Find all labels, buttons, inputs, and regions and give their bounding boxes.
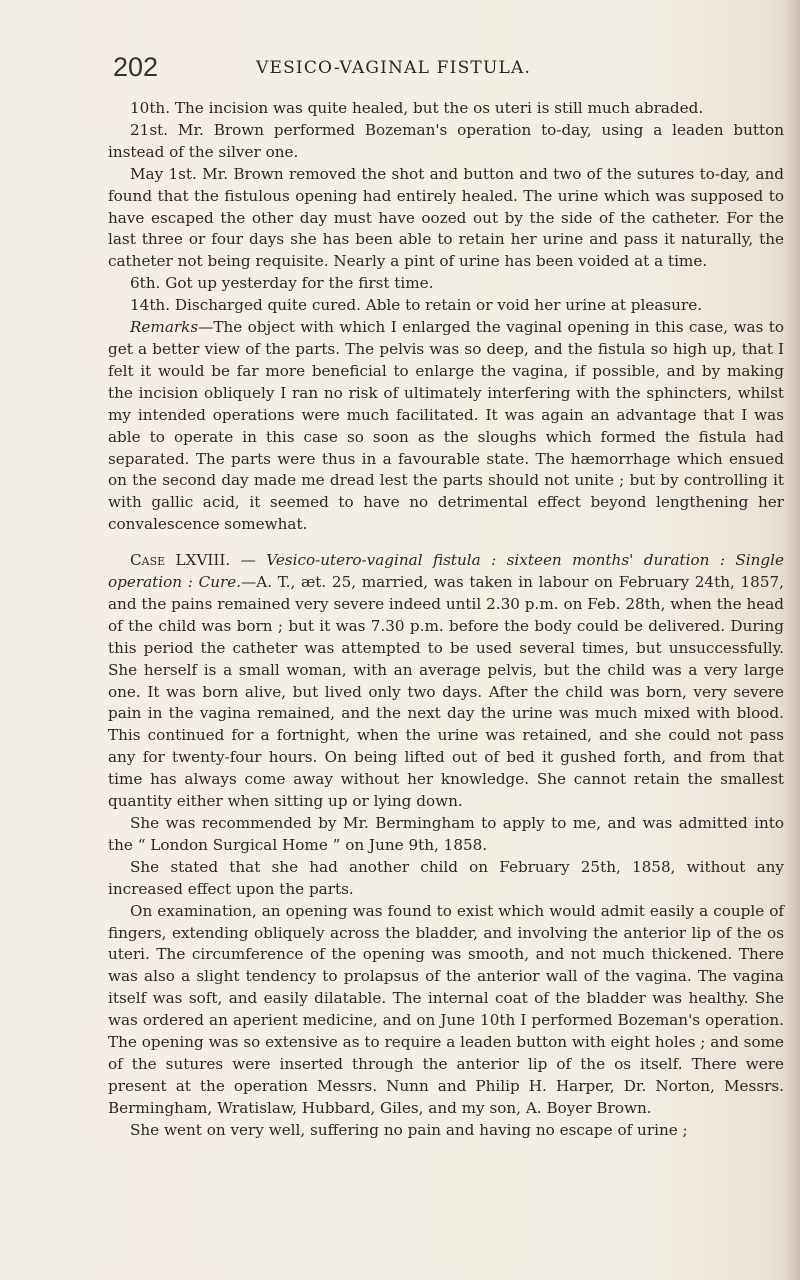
paragraph-text: 10th. The incision was quite healed, but the os uteri is still much abraded. <box>130 99 704 117</box>
paragraph-6th <box>108 273 784 295</box>
paragraph-21st <box>108 120 784 164</box>
paragraph-recommended <box>108 813 784 857</box>
case-title: Vesico-utero-vaginal fistula : sixteen months' duration : Single operation : Cure. <box>108 551 784 592</box>
paragraph-text: 6th. Got up yesterday for the first time. <box>130 274 434 293</box>
paragraph-case-lxviii <box>108 550 784 813</box>
paragraph-text: —The object with which I enlarged the vaginal opening in this case, was to get a better view of the parts. The pelvis was so deep, and the fistula so high up, that I felt it would be far more beneficial to enlarge the vagina, if possible, and by making the incision obliquely I ran no risk of ultimately interfering with the sphincters, whilst my intended operations were much facilitated. It was again an advantage that I was able to operate in this case so soon as the sloughs which formed the fistula had separated. The parts were thus in a favourable state. The hæmorrhage which ensued on the second day made me dread lest the parts should not unite ; but by controlling it with gallic acid, it seemed to have no detrimental effect beyond lengthening her convalescence somewhat. <box>108 318 784 534</box>
paragraph-text: —A. T., æt. 25, married, was taken in labour on February 24th, 1857, and the pains remained very severe indeed until 2.30 p.m. on Feb. 28th, when the head of the child was born ; but it was 7.30 p.m. before the body could be delivered. During this period the catheter was attempted to be used several times, but unsuccessfully. She herself is a small woman, with an average pelvis, but the child was a very large one. It was born alive, but lived only two days. After the child was born, very severe pain in the vagina remained, and the next day the urine was much mixed with blood. This continued for a fortnight, when the urine was retained, and she could not pass any for twenty-four hours. On being lifted out of bed it gushed forth, and from that time has always come away without her knowledge. She cannot retain the smallest quantity either when sitting up or lying down. <box>108 573 784 811</box>
page-edge-shadow <box>786 0 800 1280</box>
page-number: 202 <box>113 52 159 82</box>
paragraph-examination <box>108 901 784 1120</box>
paragraph-went-on <box>108 1120 784 1142</box>
remarks-heading: Remarks <box>130 318 199 337</box>
paragraph-text: May 1st. Mr. Brown removed the shot and button and two of the sutures to-day, and found that the fistulous opening had entirely healed. The urine which was supposed to have escaped the other day must have oozed out by the side of the catheter. For the last three or four days she has been able to retain her urine and pass it naturally, the catheter not being requisite. Nearly a pint of urine has been voided at a time. <box>108 164 784 271</box>
paragraph-text: She was recommended by Mr. Bermingham to apply to me, and was admitted into the “ London Surgical Home ” on June 9th, 1858. <box>108 814 784 854</box>
paragraph-remarks <box>108 317 784 536</box>
case-label: Case LXVIII. — <box>130 551 267 570</box>
paragraph-text: She stated that she had another child on February 25th, 1858, without any increased effect upon the parts. <box>108 857 784 898</box>
paragraph-10th <box>108 98 784 120</box>
paragraph-text: On examination, an opening was found to exist which would admit easily a couple of fingers, extending obliquely across the bladder, and involving the anterior lip of the os uteri. The circumference of the opening was smooth, and not much thickened. There was also a slight tendency to prolapsus of the anterior wall of the vagina. The vagina itself was soft, and easily dilatable. The internal coat of the bladder was healthy. She was ordered an aperient medicine, and on June 10th I performed Bozeman's operation. The opening was so extensive as to require a leaden button with eight holes ; and some of the sutures were inserted through the anterior lip of the os itself. There were present at the operation Messrs. Nunn and Philip H. Harper, Dr. Norton, Messrs. Bermingham, Wratislaw, Hubbard, Giles, and my son, A. Boyer Brown. <box>108 901 784 1117</box>
running-title: VESICO-VAGINAL FISTULA. <box>256 58 532 78</box>
page-header <box>0 0 800 90</box>
paragraph-may-1st <box>108 164 784 274</box>
paragraph-another-child <box>108 857 784 901</box>
paragraph-text: She went on very well, suffering no pain and having no escape of urine ; <box>130 1120 688 1139</box>
paragraph-14th <box>108 295 784 317</box>
paragraph-text: 14th. Discharged quite cured. Able to retain or void her urine at pleasure. <box>130 296 703 315</box>
paragraph-text: 21st. Mr. Brown performed Bozeman's operation to-day, using a leaden button instead of the silver one. <box>108 120 784 161</box>
body-text <box>108 98 784 1142</box>
